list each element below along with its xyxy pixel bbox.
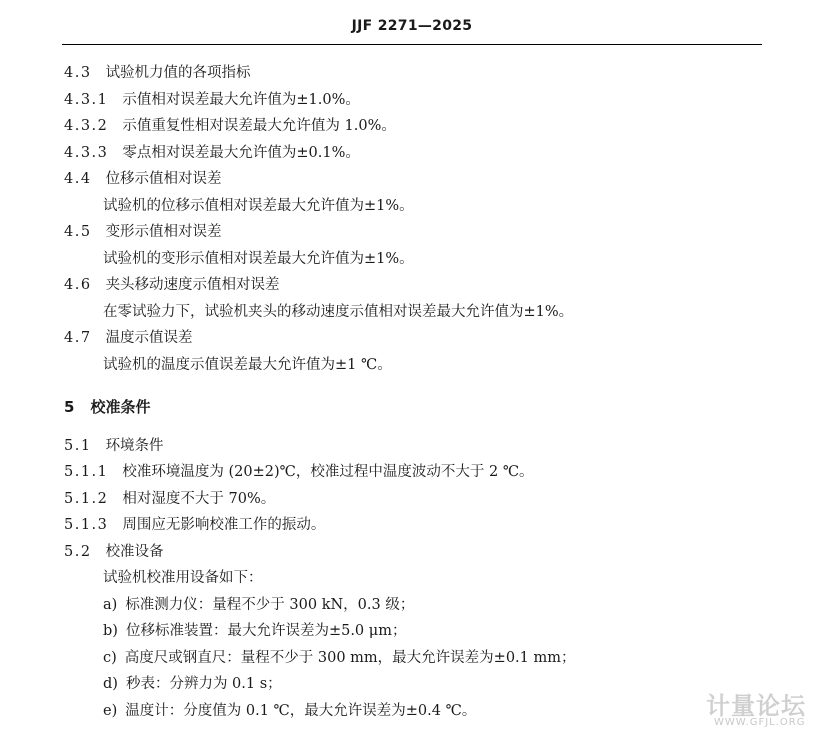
clause-5-2 [64,542,164,562]
clause-5-1-3 [64,515,325,535]
clause-title: 夹头移动速度示值相对误差 [105,277,280,293]
list-marker: e) [103,703,118,719]
clause-number: 4.3.3 [64,145,109,161]
clause-body [103,302,573,322]
clause-body [103,355,392,375]
section-number: 5 [64,398,75,416]
clause-number: 5.1.3 [64,517,109,533]
list-marker: d) [103,676,118,692]
clause-title: 试验机力值的各项指标 [105,65,251,81]
clause-title: 位移示值相对误差 [105,171,222,187]
list-text: 高度尺或钢直尺：量程不少于 300 mm，最大允许误差为±0.1 mm； [124,650,576,666]
list-text: 秒表：分辨力为 0.1 s； [125,676,282,692]
clause-text: 校准环境温度为 (20±2)℃，校准过程中温度波动不大于 2 ℃。 [122,464,534,480]
list-text: 温度计：分度值为 0.1 ℃，最大允许误差为±0.4 ℃。 [125,703,477,719]
clause-number: 4.7 [64,330,92,346]
clause-text: 试验机的温度示值误差最大允许值为±1 ℃。 [103,357,392,373]
clause-title: 环境条件 [105,438,164,454]
clause-text: 试验机的变形示值相对误差最大允许值为±1%。 [103,251,414,267]
clause-body [103,196,414,216]
clause-text: 在零试验力下，试验机夹头的移动速度示值相对误差最大允许值为±1%。 [103,304,574,320]
clause-number: 4.5 [64,224,92,240]
list-text: 位移标准装置：最大允许误差为±5.0 μm； [125,623,407,639]
section-title: 校准条件 [90,398,151,416]
clause-title: 温度示值误差 [105,330,193,346]
watermark-logo: 计量论坛 [706,692,806,720]
clause-text: 示值相对误差最大允许值为±1.0%。 [122,92,360,108]
section-5-heading [64,397,150,417]
list-item [103,621,406,641]
clause-4-5 [64,222,222,242]
clause-4-7 [64,328,193,348]
clause-4-4 [64,169,222,189]
clause-title: 校准设备 [105,544,164,560]
watermark [706,686,826,732]
clause-number: 4.6 [64,277,92,293]
list-item [103,701,476,721]
watermark-url: WWW.GFJL.ORG [714,717,806,728]
clause-title: 变形示值相对误差 [105,224,222,240]
clause-number: 4.3.2 [64,118,109,134]
page-header [62,14,762,45]
clause-4-6 [64,275,280,295]
list-item [103,674,282,694]
list-item [103,648,576,668]
clause-5-1-1 [64,462,534,482]
clause-4-3 [64,63,251,83]
clause-number: 4.3.1 [64,92,109,108]
clause-number: 5.1.2 [64,491,109,507]
clause-text: 相对湿度不大于 70%。 [122,491,276,507]
list-marker: c) [103,650,117,666]
clause-5-1 [64,436,164,456]
clause-text: 周围应无影响校准工作的振动。 [122,517,326,533]
clause-body [103,568,263,588]
clause-4-3-3 [64,143,360,163]
clause-number: 5.2 [64,544,92,560]
list-item [103,595,414,615]
clause-number: 5.1 [64,438,92,454]
clause-5-1-2 [64,489,275,509]
clause-text: 试验机校准用设备如下： [103,570,263,586]
clause-number: 4.4 [64,171,92,187]
clause-text: 试验机的位移示值相对误差最大允许值为±1%。 [103,198,414,214]
standard-code: JJF 2271—2025 [351,18,473,34]
clause-body [103,249,414,269]
clause-4-3-2 [64,116,396,136]
list-text: 标准测力仪：量程不少于 300 kN，0.3 级； [125,597,415,613]
clause-4-3-1 [64,90,360,110]
clause-number: 5.1.1 [64,464,109,480]
list-marker: a) [103,597,118,613]
list-marker: b) [103,623,118,639]
clause-text: 示值重复性相对误差最大允许值为 1.0%。 [122,118,396,134]
clause-number: 4.3 [64,65,92,81]
clause-text: 零点相对误差最大允许值为±0.1%。 [122,145,360,161]
